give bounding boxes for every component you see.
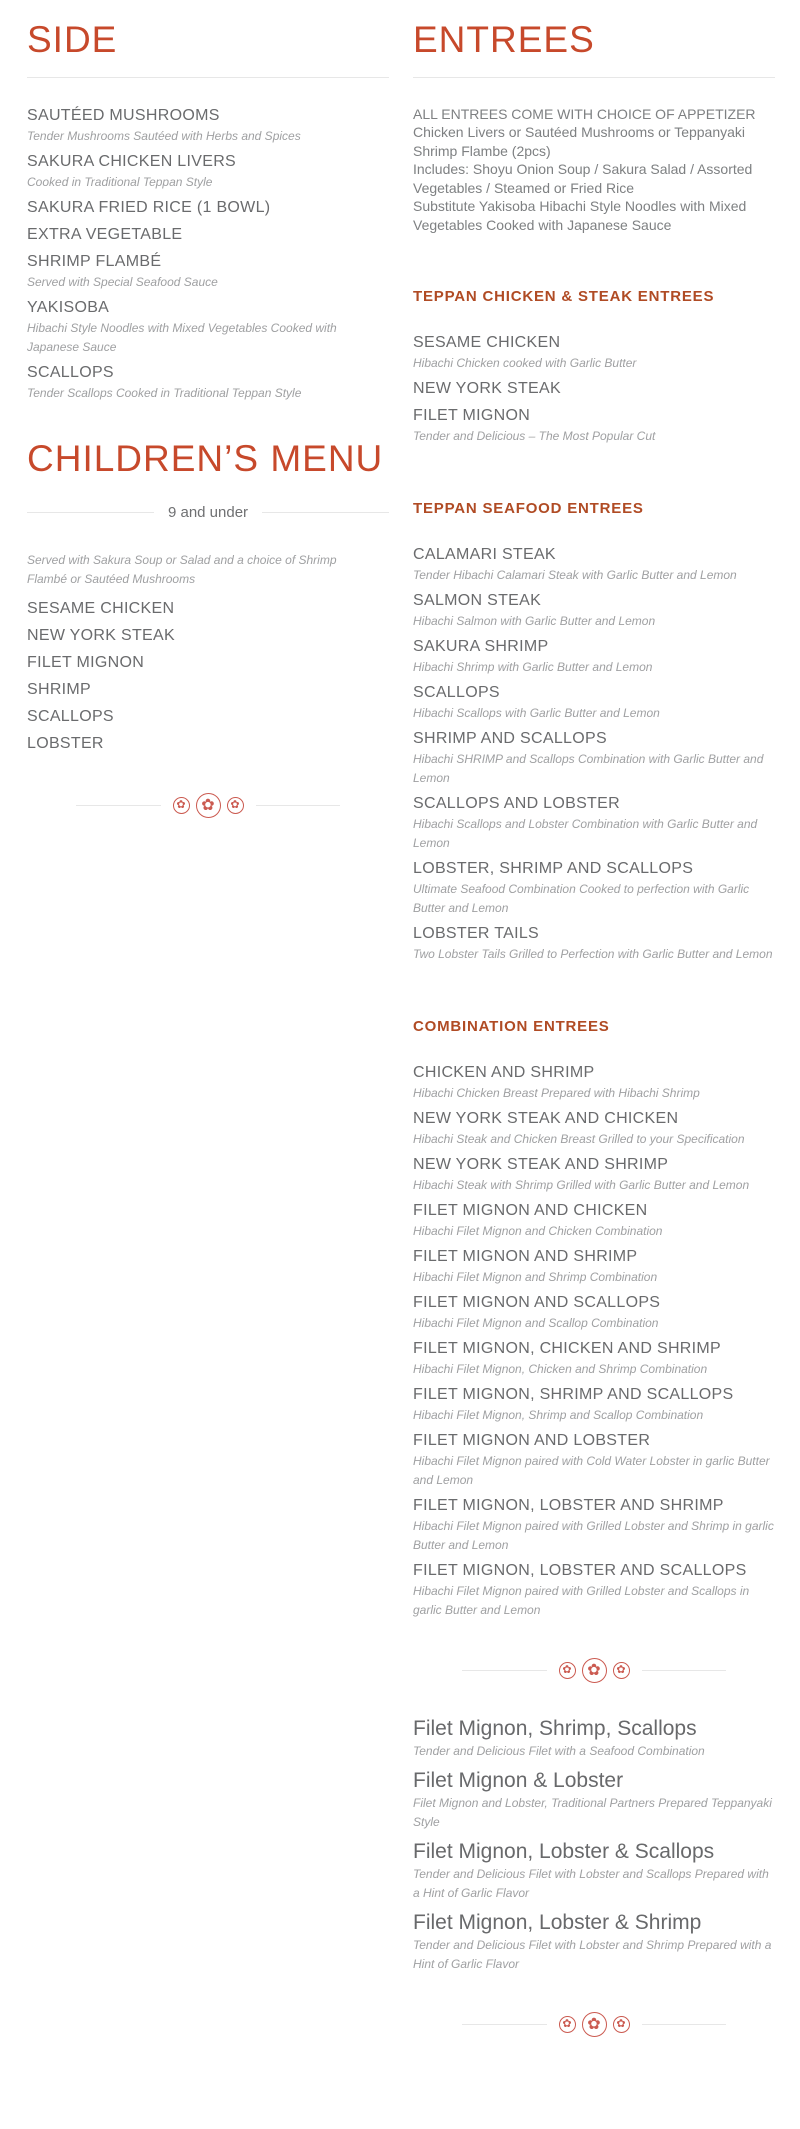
divider-line [462, 1670, 547, 1671]
divider-line [256, 805, 341, 806]
item-name: SCALLOPS [413, 684, 500, 702]
menu-item [413, 793, 775, 853]
teppan-chicken-steak-items [413, 332, 775, 446]
item-name: FILET MIGNON AND CHICKEN [413, 1202, 648, 1220]
item-name: LOBSTER [27, 735, 104, 753]
childrens-items-list [27, 598, 389, 755]
divider-line [642, 1670, 727, 1671]
item-name: Filet Mignon, Lobster & Shrimp [413, 1911, 702, 1935]
sub-section-heading: TEPPAN SEAFOOD ENTREES [413, 500, 644, 518]
item-name: SHRIMP FLAMBÉ [27, 252, 162, 270]
sakura-flower-icon [173, 797, 190, 814]
item-name: CALAMARI STEAK [413, 546, 556, 564]
menu-item [27, 151, 389, 192]
sakura-flower-icon [227, 797, 244, 814]
menu-item [413, 1338, 775, 1379]
divider-line [642, 2024, 727, 2025]
item-name: SESAME CHICKEN [413, 334, 561, 352]
divider-line [262, 512, 389, 513]
sakura-flower-icon [613, 2016, 630, 2033]
item-description: Cooked in Traditional Teppan Style [27, 174, 213, 189]
sakura-flower-icon [613, 1662, 630, 1679]
item-description: Tender and Delicious Filet with a Seafood Combination [413, 1744, 705, 1759]
item-name: Filet Mignon & Lobster [413, 1769, 624, 1793]
item-name: CHICKEN AND SHRIMP [413, 1064, 595, 1082]
sakura-flower-glyph: ✿ [587, 1661, 601, 1679]
item-name: Filet Mignon, Shrimp, Scallops [413, 1717, 697, 1741]
menu-item [413, 636, 775, 677]
teppan-seafood-items [413, 544, 775, 964]
menu-item [27, 625, 389, 647]
entrees-title: ENTREES [413, 19, 595, 60]
intro-line: ALL ENTREES COME WITH CHOICE OF APPETIZER [413, 105, 756, 122]
item-description: Hibachi Scallops and Lobster Combination with Garlic Butter and Lemon [413, 817, 758, 851]
childrens-menu-section [27, 437, 389, 819]
sakura-divider [462, 2012, 726, 2037]
item-description: Filet Mignon and Lobster, Traditional Partners Prepared Teppanyaki Style [413, 1796, 772, 1830]
age-note-divider [27, 504, 389, 521]
sakura-divider [76, 793, 340, 818]
sakura-flower-glyph: ✿ [201, 796, 215, 814]
item-description: Hibachi Filet Mignon, Shrimp and Scallop Combination [413, 1408, 704, 1423]
sakura-flower-icon [582, 2012, 607, 2037]
menu-item [27, 362, 389, 403]
item-name: FILET MIGNON AND LOBSTER [413, 1432, 651, 1450]
sakura-flower-glyph: ✿ [230, 799, 240, 812]
item-name: FILET MIGNON AND SCALLOPS [413, 1294, 661, 1312]
menu-item [413, 1430, 775, 1490]
menu-item [413, 590, 775, 631]
side-items-list [27, 105, 389, 403]
item-name: FILET MIGNON [413, 407, 531, 425]
item-description: Hibachi Filet Mignon and Shrimp Combination [413, 1270, 658, 1285]
item-name: FILET MIGNON AND SHRIMP [413, 1248, 638, 1266]
item-name: NEW YORK STEAK AND CHICKEN [413, 1110, 679, 1128]
menu-item [27, 706, 389, 728]
sakura-flower-glyph: ✿ [616, 2018, 626, 2031]
item-name: SCALLOPS AND LOBSTER [413, 795, 620, 813]
teppan-seafood-section [413, 500, 775, 964]
item-name: SAKURA FRIED RICE (1 BOWL) [27, 198, 271, 216]
item-description: Tender Scallops Cooked in Traditional Teppan Style [27, 385, 302, 400]
section-rule [413, 77, 775, 78]
item-name: NEW YORK STEAK AND SHRIMP [413, 1156, 669, 1174]
intro-line: Chicken Livers or Sautéed Mushrooms or Teppanyaki Shrimp Flambe (2pcs) [413, 124, 746, 159]
sub-section-heading: COMBINATION ENTREES [413, 1018, 610, 1036]
item-description: Hibachi Salmon with Garlic Butter and Lemon [413, 614, 656, 629]
item-name: SCALLOPS [27, 708, 114, 726]
item-name: SALMON STEAK [413, 592, 542, 610]
combination-items [413, 1062, 775, 1620]
menu-item [27, 251, 389, 292]
item-description: Hibachi Scallops with Garlic Butter and Lemon [413, 706, 660, 721]
item-description: Hibachi Style Noodles with Mixed Vegetables Cooked with Japanese Sauce [27, 320, 337, 354]
menu-item [413, 923, 775, 964]
menu-item [27, 105, 389, 146]
item-description: Hibachi Filet Mignon paired with Cold Water Lobster in garlic Butter and Lemon [413, 1454, 770, 1488]
item-description: Hibachi Steak and Chicken Breast Grilled to your Specification [413, 1132, 745, 1147]
item-description: Hibachi Filet Mignon paired with Grilled Lobster and Scallops in garlic Butter and Lemon [413, 1584, 750, 1618]
item-name: SESAME CHICKEN [27, 600, 175, 618]
item-name: Filet Mignon, Lobster & Scallops [413, 1840, 715, 1864]
menu-item [413, 1108, 775, 1149]
sakura-divider [462, 1658, 726, 1683]
menu-item [413, 1292, 775, 1333]
item-name: LOBSTER TAILS [413, 925, 540, 943]
left-column [27, 18, 389, 2069]
menu-item [413, 1560, 775, 1620]
item-name: SAUTÉED MUSHROOMS [27, 106, 220, 124]
sakura-flower-icon [559, 2016, 576, 2033]
menu-item [27, 297, 389, 357]
intro-line: Includes: Shoyu Onion Soup / Sakura Salad / Assorted Vegetables / Steamed or Fried Rice [413, 161, 753, 196]
item-name: SAKURA CHICKEN LIVERS [27, 152, 237, 170]
menu-item [413, 1246, 775, 1287]
item-description: Hibachi Filet Mignon and Scallop Combination [413, 1316, 659, 1331]
side-section-title: SIDE [27, 19, 118, 60]
sakura-flower-glyph: ✿ [562, 1664, 572, 1677]
item-description: Hibachi SHRIMP and Scallops Combination with Garlic Butter and Lemon [413, 752, 764, 786]
item-description: Served with Special Seafood Sauce [27, 274, 218, 289]
menu-item [413, 1200, 775, 1241]
divider-line [76, 805, 161, 806]
menu-item [413, 1715, 775, 1761]
side-section [27, 18, 389, 403]
childrens-menu-note: Served with Sakura Soup or Salad and a choice of Shrimp Flambé or Sautéed Mushrooms [27, 553, 337, 587]
combination-section [413, 1018, 775, 1620]
right-column [413, 18, 775, 2069]
item-name: EXTRA VEGETABLE [27, 225, 183, 243]
menu-item [27, 679, 389, 701]
item-description: Hibachi Filet Mignon, Chicken and Shrimp Combination [413, 1362, 708, 1377]
item-description: Tender and Delicious Filet with Lobster and Shrimp Prepared with a Hint of Garlic Flavor [413, 1938, 772, 1972]
sakura-flower-glyph: ✿ [616, 1664, 626, 1677]
menu-item [413, 858, 775, 918]
menu-item [413, 682, 775, 723]
menu-item [413, 1838, 775, 1903]
sakura-flower-icon [582, 1658, 607, 1683]
item-name: FILET MIGNON, LOBSTER AND SCALLOPS [413, 1562, 747, 1580]
item-description: Tender and Delicious – The Most Popular Cut [413, 429, 656, 444]
menu-item [413, 1062, 775, 1103]
item-name: SAKURA SHRIMP [413, 638, 549, 656]
menu-item [27, 598, 389, 620]
item-name: NEW YORK STEAK [27, 627, 175, 645]
item-description: Hibachi Filet Mignon and Chicken Combination [413, 1224, 663, 1239]
divider-line [462, 2024, 547, 2025]
item-description: Hibachi Steak with Shrimp Grilled with Garlic Butter and Lemon [413, 1178, 750, 1193]
divider-line [27, 512, 154, 513]
filet-specials-list [413, 1715, 775, 1974]
age-note: 9 and under [167, 504, 249, 522]
item-description: Hibachi Shrimp with Garlic Butter and Lemon [413, 660, 653, 675]
item-description: Ultimate Seafood Combination Cooked to perfection with Garlic Butter and Lemon [413, 882, 750, 916]
item-name: NEW YORK STEAK [413, 380, 561, 398]
sakura-flower-icon [559, 1662, 576, 1679]
intro-line: Substitute Yakisoba Hibachi Style Noodles with Mixed Vegetables Cooked with Japanese Sauce [413, 198, 747, 233]
item-name: YAKISOBA [27, 298, 110, 316]
item-name: FILET MIGNON [27, 654, 145, 672]
menu-item [413, 728, 775, 788]
item-name: SHRIMP [27, 681, 92, 699]
menu-item [27, 197, 389, 219]
item-description: Two Lobster Tails Grilled to Perfection with Garlic Butter and Lemon [413, 947, 773, 962]
menu-item [27, 733, 389, 755]
sakura-flower-glyph: ✿ [562, 2018, 572, 2031]
item-name: FILET MIGNON, SHRIMP AND SCALLOPS [413, 1386, 734, 1404]
sakura-flower-glyph: ✿ [176, 799, 186, 812]
menu-item [413, 1767, 775, 1832]
menu-item [413, 332, 775, 373]
item-description: Tender and Delicious Filet with Lobster and Scallops Prepared with a Hint of Garlic Flavor [413, 1867, 769, 1901]
sakura-flower-glyph: ✿ [587, 2015, 601, 2033]
item-name: FILET MIGNON, LOBSTER AND SHRIMP [413, 1497, 724, 1515]
item-description: Hibachi Filet Mignon paired with Grilled Lobster and Shrimp in garlic Butter and Lemon [413, 1519, 774, 1553]
menu-item [413, 1495, 775, 1555]
menu-item [413, 378, 775, 400]
menu-item [413, 1154, 775, 1195]
menu-item [413, 544, 775, 585]
menu-item [413, 1909, 775, 1974]
item-name: LOBSTER, SHRIMP AND SCALLOPS [413, 860, 694, 878]
menu-item [27, 652, 389, 674]
menu-item [413, 1384, 775, 1425]
entrees-intro [413, 105, 775, 235]
childrens-menu-title: CHILDREN’S MENU [27, 437, 384, 479]
item-description: Tender Hibachi Calamari Steak with Garlic Butter and Lemon [413, 568, 737, 583]
teppan-chicken-steak-section [413, 288, 775, 446]
menu-item [27, 224, 389, 246]
item-name: SCALLOPS [27, 363, 114, 381]
item-name: FILET MIGNON, CHICKEN AND SHRIMP [413, 1340, 722, 1358]
item-description: Hibachi Chicken cooked with Garlic Butter [413, 356, 637, 371]
sakura-flower-icon [196, 793, 221, 818]
item-description: Hibachi Chicken Breast Prepared with Hibachi Shrimp [413, 1086, 700, 1101]
menu-item [413, 405, 775, 446]
item-name: SHRIMP AND SCALLOPS [413, 730, 607, 748]
sub-section-heading: TEPPAN CHICKEN & STEAK ENTREES [413, 288, 715, 306]
item-description: Tender Mushrooms Sautéed with Herbs and Spices [27, 128, 301, 143]
section-rule [27, 77, 389, 78]
